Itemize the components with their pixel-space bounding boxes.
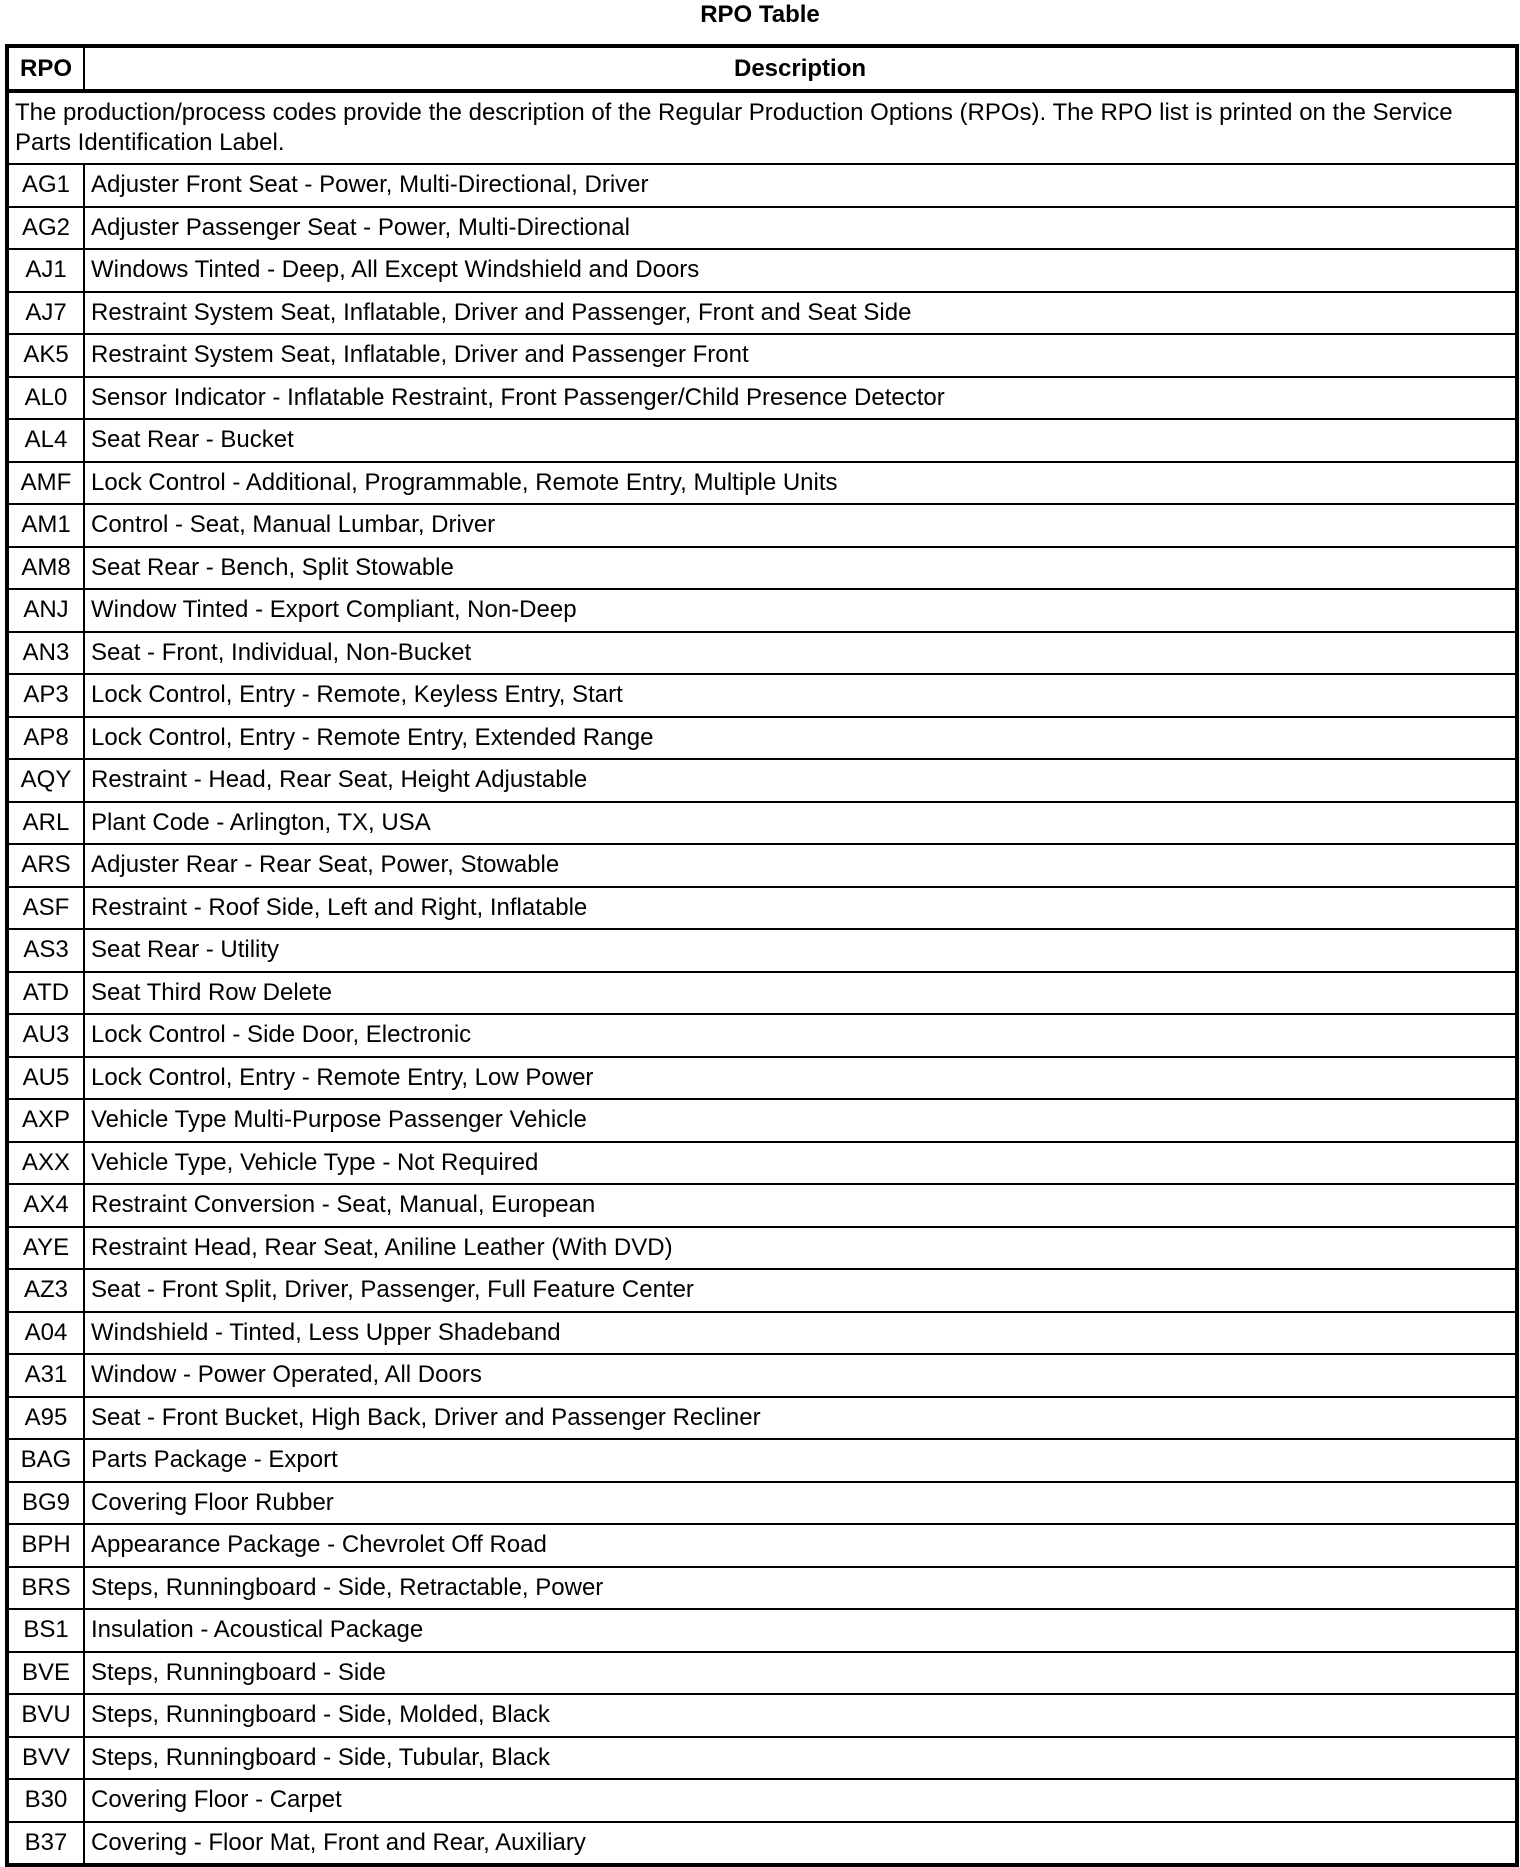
rpo-description-cell: Restraint - Head, Rear Seat, Height Adjustable (84, 759, 1517, 802)
table-row (7, 674, 1517, 717)
rpo-description-cell: Parts Package - Export (84, 1439, 1517, 1482)
table-row (7, 292, 1517, 335)
rpo-code-cell: AL0 (7, 377, 84, 420)
table-row (7, 164, 1517, 207)
table-row (7, 1099, 1517, 1142)
table-row (7, 1354, 1517, 1397)
rpo-code-cell: BAG (7, 1439, 84, 1482)
rpo-code-cell: AU3 (7, 1014, 84, 1057)
rpo-code-cell: AXP (7, 1099, 84, 1142)
table-row (7, 504, 1517, 547)
table-row (7, 887, 1517, 930)
table-row (7, 334, 1517, 377)
table-row (7, 759, 1517, 802)
table-row (7, 1609, 1517, 1652)
table-row (7, 462, 1517, 505)
rpo-description-cell: Adjuster Rear - Rear Seat, Power, Stowable (84, 844, 1517, 887)
rpo-description-cell: Covering - Floor Mat, Front and Rear, Auxiliary (84, 1822, 1517, 1866)
table-row (7, 547, 1517, 590)
rpo-code-cell: AMF (7, 462, 84, 505)
table-title: RPO Table (700, 1, 820, 28)
table-row (7, 1227, 1517, 1270)
rpo-description-cell: Steps, Runningboard - Side, Molded, Black (84, 1694, 1517, 1737)
rpo-description-cell: Plant Code - Arlington, TX, USA (84, 802, 1517, 845)
table-row (7, 1142, 1517, 1185)
table-row (7, 207, 1517, 250)
rpo-code-cell: BVU (7, 1694, 84, 1737)
table-row (7, 1737, 1517, 1780)
rpo-description-cell: Covering Floor - Carpet (84, 1779, 1517, 1822)
rpo-description-cell: Windows Tinted - Deep, All Except Windshield and Doors (84, 249, 1517, 292)
rpo-description-cell: Seat - Front, Individual, Non-Bucket (84, 632, 1517, 675)
table-row (7, 972, 1517, 1015)
table-row (7, 1482, 1517, 1525)
rpo-code-cell: BPH (7, 1524, 84, 1567)
rpo-description-cell: Steps, Runningboard - Side, Retractable, Power (84, 1567, 1517, 1610)
table-row (7, 1822, 1517, 1866)
rpo-description-cell: Covering Floor Rubber (84, 1482, 1517, 1525)
rpo-description-cell: Seat Third Row Delete (84, 972, 1517, 1015)
rpo-code-cell: ARS (7, 844, 84, 887)
intro-text: The production/process codes provide the description of the Regular Production Options (RPOs). The RPO list is printed on the Service Parts Identification Label. (7, 91, 1517, 164)
rpo-description-cell: Restraint Conversion - Seat, Manual, European (84, 1184, 1517, 1227)
rpo-code-cell: ASF (7, 887, 84, 930)
table-row (7, 1184, 1517, 1227)
rpo-description-cell: Restraint Head, Rear Seat, Aniline Leather (With DVD) (84, 1227, 1517, 1270)
rpo-description-cell: Restraint System Seat, Inflatable, Driver and Passenger Front (84, 334, 1517, 377)
rpo-description-cell: Restraint System Seat, Inflatable, Driver and Passenger, Front and Seat Side (84, 292, 1517, 335)
table-row (7, 929, 1517, 972)
rpo-code-cell: AZ3 (7, 1269, 84, 1312)
table-row (7, 1397, 1517, 1440)
intro-row (7, 91, 1517, 164)
rpo-description-cell: Appearance Package - Chevrolet Off Road (84, 1524, 1517, 1567)
rpo-code-cell: AJ1 (7, 249, 84, 292)
rpo-code-cell: AL4 (7, 419, 84, 462)
rpo-description-cell: Lock Control - Side Door, Electronic (84, 1014, 1517, 1057)
rpo-description-cell: Lock Control, Entry - Remote Entry, Extended Range (84, 717, 1517, 760)
rpo-code-cell: AXX (7, 1142, 84, 1185)
rpo-code-cell: AP8 (7, 717, 84, 760)
table-row (7, 844, 1517, 887)
rpo-description-cell: Lock Control, Entry - Remote, Keyless Entry, Start (84, 674, 1517, 717)
rpo-code-cell: ATD (7, 972, 84, 1015)
rpo-description-cell: Insulation - Acoustical Package (84, 1609, 1517, 1652)
table-row (7, 589, 1517, 632)
rpo-description-cell: Sensor Indicator - Inflatable Restraint, Front Passenger/Child Presence Detector (84, 377, 1517, 420)
rpo-code-cell: BVV (7, 1737, 84, 1780)
rpo-description-cell: Restraint - Roof Side, Left and Right, Inflatable (84, 887, 1517, 930)
rpo-code-cell: AJ7 (7, 292, 84, 335)
rpo-code-cell: BG9 (7, 1482, 84, 1525)
rpo-code-cell: AU5 (7, 1057, 84, 1100)
rpo-description-cell: Seat - Front Bucket, High Back, Driver and Passenger Recliner (84, 1397, 1517, 1440)
table-row (7, 1312, 1517, 1355)
table-row (7, 632, 1517, 675)
rpo-description-cell: Seat Rear - Bench, Split Stowable (84, 547, 1517, 590)
rpo-description-cell: Seat Rear - Bucket (84, 419, 1517, 462)
table-row (7, 1439, 1517, 1482)
rpo-description-cell: Seat Rear - Utility (84, 929, 1517, 972)
rpo-description-cell: Vehicle Type Multi-Purpose Passenger Vehicle (84, 1099, 1517, 1142)
rpo-description-cell: Window Tinted - Export Compliant, Non-Deep (84, 589, 1517, 632)
header-rpo: RPO (7, 46, 84, 91)
table-row (7, 1779, 1517, 1822)
table-row (7, 1014, 1517, 1057)
rpo-description-cell: Steps, Runningboard - Side, Tubular, Black (84, 1737, 1517, 1780)
table-row (7, 717, 1517, 760)
table-row (7, 1567, 1517, 1610)
table-row (7, 1269, 1517, 1312)
header-description: Description (84, 46, 1517, 91)
rpo-code-cell: AK5 (7, 334, 84, 377)
rpo-description-cell: Seat - Front Split, Driver, Passenger, Full Feature Center (84, 1269, 1517, 1312)
rpo-code-cell: ARL (7, 802, 84, 845)
rpo-description-cell: Adjuster Front Seat - Power, Multi-Directional, Driver (84, 164, 1517, 207)
rpo-code-cell: AS3 (7, 929, 84, 972)
rpo-code-cell: ANJ (7, 589, 84, 632)
rpo-code-cell: BVE (7, 1652, 84, 1695)
rpo-code-cell: B30 (7, 1779, 84, 1822)
header-row (7, 46, 1517, 91)
rpo-description-cell: Vehicle Type, Vehicle Type - Not Required (84, 1142, 1517, 1185)
table-row (7, 802, 1517, 845)
rpo-code-cell: AN3 (7, 632, 84, 675)
table-row (7, 1524, 1517, 1567)
rpo-code-cell: B37 (7, 1822, 84, 1866)
rpo-code-cell: AG1 (7, 164, 84, 207)
rpo-code-cell: AQY (7, 759, 84, 802)
rpo-code-cell: AP3 (7, 674, 84, 717)
rpo-description-cell: Window - Power Operated, All Doors (84, 1354, 1517, 1397)
table-row (7, 1057, 1517, 1100)
rpo-description-cell: Lock Control - Additional, Programmable, Remote Entry, Multiple Units (84, 462, 1517, 505)
table-row (7, 377, 1517, 420)
rpo-code-cell: BRS (7, 1567, 84, 1610)
rpo-code-cell: AG2 (7, 207, 84, 250)
rpo-description-cell: Adjuster Passenger Seat - Power, Multi-Directional (84, 207, 1517, 250)
table-body (7, 91, 1517, 1865)
rpo-code-cell: A04 (7, 1312, 84, 1355)
rpo-description-cell: Steps, Runningboard - Side (84, 1652, 1517, 1695)
rpo-table (5, 44, 1519, 1867)
rpo-code-cell: BS1 (7, 1609, 84, 1652)
rpo-code-cell: AM8 (7, 547, 84, 590)
rpo-code-cell: AM1 (7, 504, 84, 547)
table-header (7, 46, 1517, 91)
table-row (7, 1652, 1517, 1695)
rpo-code-cell: AYE (7, 1227, 84, 1270)
table-row (7, 1694, 1517, 1737)
rpo-code-cell: A31 (7, 1354, 84, 1397)
rpo-code-cell: AX4 (7, 1184, 84, 1227)
rpo-description-cell: Windshield - Tinted, Less Upper Shadeband (84, 1312, 1517, 1355)
rpo-description-cell: Control - Seat, Manual Lumbar, Driver (84, 504, 1517, 547)
table-row (7, 419, 1517, 462)
table-row (7, 249, 1517, 292)
rpo-description-cell: Lock Control, Entry - Remote Entry, Low Power (84, 1057, 1517, 1100)
rpo-code-cell: A95 (7, 1397, 84, 1440)
